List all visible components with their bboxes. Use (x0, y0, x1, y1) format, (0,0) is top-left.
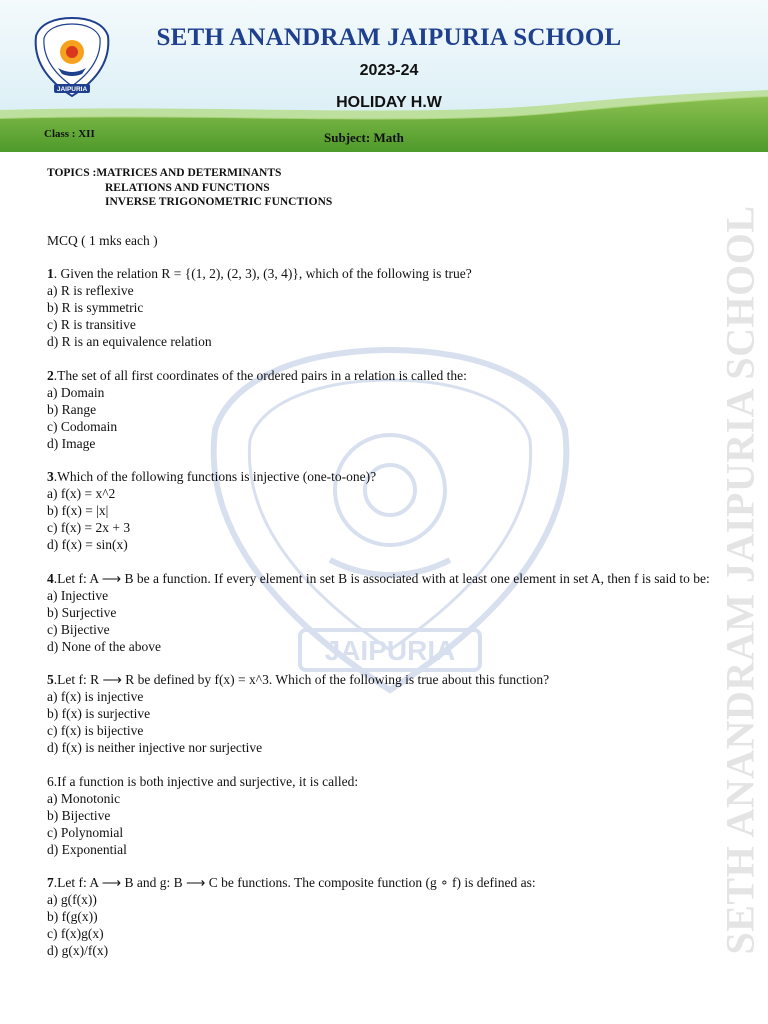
answer-option: d) Exponential (47, 841, 127, 857)
answer-option: a) f(x) is injective (47, 689, 144, 704)
answer-option: c) R is transitive (47, 317, 136, 332)
logo-text: JAIPURIA (56, 86, 88, 93)
answer-option: c) f(x) is bijective (47, 723, 144, 738)
topics-block (47, 166, 727, 210)
answer-option: d) f(x) = sin(x) (47, 537, 128, 552)
answer-option: c) Polynomial (47, 824, 124, 840)
answer-option: a) Injective (47, 587, 109, 603)
question-number: 2 (47, 367, 54, 383)
question-7 (47, 874, 727, 959)
question-stem: .Which of the following functions is injective (one-to-one)? (53, 469, 377, 484)
question-1 (47, 265, 727, 350)
subject-label: Subject: Math (324, 130, 404, 145)
answer-option: c) f(x)g(x) (47, 926, 104, 941)
question-number: 3 (47, 469, 54, 484)
question-2 (47, 367, 727, 452)
question-stem: 6.If a function is both injective and surjective, it is called: (47, 773, 359, 789)
question-text (47, 570, 727, 587)
question-number: 7 (47, 875, 54, 890)
question-5 (47, 671, 727, 756)
question-stem: .Let f: R ⟶ R be defined by f(x) = x^3. Which of the following is true about this function? (53, 672, 550, 687)
question-stem: .Let f: A ⟶ B be a function. If every element in set B is associated with at least one element in set A, then f is said to be: (53, 570, 710, 586)
academic-year: 2023-24 (359, 62, 419, 79)
answer-option: a) Domain (47, 384, 105, 400)
topics-line-3: INVERSE TRIGONOMETRIC FUNCTIONS (105, 196, 333, 208)
homework-content (47, 166, 727, 959)
question-stem: .Let f: A ⟶ B and g: B ⟶ C be functions. The composite function (g ∘ f) is defined as: (53, 875, 536, 890)
answer-option: a) R is reflexive (47, 283, 134, 298)
answer-option: a) f(x) = x^2 (47, 486, 116, 501)
question-number: 1 (47, 266, 54, 281)
watermark-side-text: SETH ANANDRAM JAIPURIA SCHOOL (717, 205, 763, 955)
answer-option: b) R is symmetric (47, 300, 144, 315)
question-number: 5 (47, 672, 54, 687)
watermark-text: JAIPURIA (324, 635, 456, 666)
question-text (47, 468, 727, 485)
question-text (47, 671, 727, 688)
question-list (47, 265, 727, 959)
answer-option: b) f(x) is surjective (47, 706, 151, 721)
topics-line-2: RELATIONS AND FUNCTIONS (105, 181, 270, 194)
answer-option: a) g(f(x)) (47, 892, 97, 907)
answer-option: c) f(x) = 2x + 3 (47, 520, 131, 535)
answer-option: d) None of the above (47, 638, 161, 654)
question-4 (47, 570, 727, 655)
answer-option: c) Codomain (47, 418, 118, 434)
answer-option: b) f(g(x)) (47, 909, 98, 924)
answer-option: b) Bijective (47, 807, 111, 823)
question-number: 4 (47, 570, 54, 586)
school-name: SETH ANANDRAM JAIPURIA SCHOOL (156, 24, 622, 51)
answer-option: a) Monotonic (47, 790, 121, 806)
answer-option: b) Surjective (47, 604, 117, 620)
question-text (47, 874, 727, 891)
class-label: Class : XII (44, 128, 95, 140)
question-text (47, 265, 727, 282)
answer-option: d) Image (47, 435, 96, 451)
topics-line-1: TOPICS :MATRICES AND DETERMINANTS (47, 167, 282, 179)
answer-option: b) f(x) = |x| (47, 503, 109, 518)
question-3 (47, 468, 727, 553)
question-stem: .The set of all first coordinates of the ordered pairs in a relation is called the: (53, 367, 467, 383)
question-6 (47, 773, 727, 858)
mcq-heading: MCQ ( 1 mks each ) (47, 232, 158, 248)
page-header (0, 0, 768, 152)
answer-option: d) R is an equivalence relation (47, 334, 212, 349)
answer-option: c) Bijective (47, 621, 110, 637)
answer-option: d) g(x)/f(x) (47, 943, 109, 958)
question-text (47, 367, 727, 384)
question-stem: . Given the relation R = {(1, 2), (2, 3), (3, 4)}, which of the following is true? (53, 266, 472, 281)
answer-option: d) f(x) is neither injective nor surjective (47, 740, 263, 755)
document-title: HOLIDAY H.W (336, 94, 442, 111)
question-text (47, 773, 727, 790)
answer-option: b) Range (47, 401, 97, 417)
